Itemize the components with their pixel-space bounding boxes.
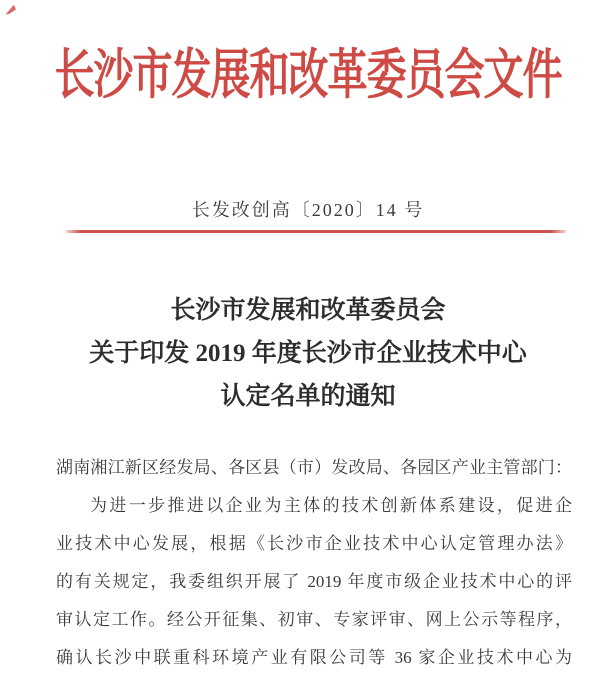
document-title-line: 关于印发 2019 年度长沙市企业技术中心 — [89, 339, 527, 367]
recipients-line: 湖南湘江新区经发局、各区县（市）发改局、各园区产业主管部门： — [56, 457, 572, 477]
body-text-line: 业技术中心发展，根据《长沙市企业技术中心认定管理办法》 — [56, 533, 572, 553]
document-number: 长发改创高〔2020〕14 号 — [191, 200, 425, 220]
body-text-line: 审认定工作。经公开征集、初审、专家评审、网上公示等程序， — [56, 609, 572, 629]
body-text-line: 确认长沙中联重科环境产业有限公司等 36 家企业技术中心为 — [56, 647, 572, 667]
agency-letterhead-title: 长沙市发展和改革委员会文件 — [54, 43, 562, 105]
document-body — [56, 449, 572, 677]
body-text-line: 为进一步推进以企业为主体的技术创新体系建设，促进企 — [90, 495, 572, 515]
document-title — [0, 289, 616, 418]
document-title-line: 认定名单的通知 — [220, 382, 396, 410]
red-header-divider — [66, 230, 566, 233]
document-title-line: 长沙市发展和改革委员会 — [170, 296, 446, 324]
letterhead-banner — [0, 28, 616, 112]
corner-red-scan-mark — [5, 4, 17, 14]
body-text-line: 的有关规定，我委组织开展了 2019 年度市级企业技术中心的评 — [56, 571, 572, 591]
